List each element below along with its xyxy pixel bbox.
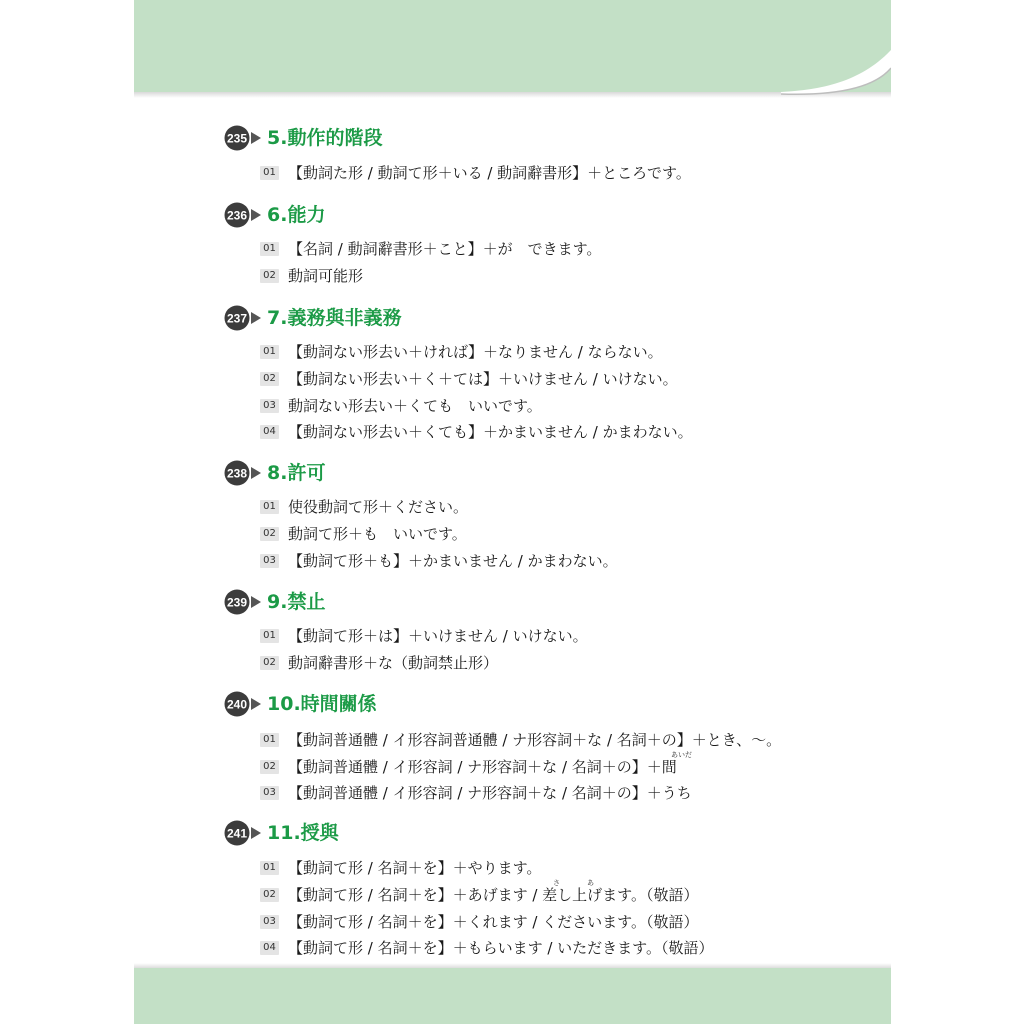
item-text: 動詞辭書形＋な（動詞禁止形） — [288, 654, 499, 672]
item-number: 02 — [260, 888, 279, 902]
list-item — [260, 857, 541, 879]
book-page — [134, 0, 891, 1024]
section-title: 5.動作的階段 — [267, 127, 383, 149]
section-title: 6.能力 — [267, 204, 326, 226]
item-number: 01 — [260, 733, 279, 747]
item-number: 01 — [260, 345, 279, 359]
list-item — [260, 884, 698, 906]
footer-shadow — [134, 963, 891, 968]
item-text: 【名詞 / 動詞辭書形＋こと】＋が できます。 — [288, 240, 602, 258]
furigana: あいだ — [671, 751, 692, 759]
list-item — [260, 421, 693, 443]
item-text: 【動詞ない形去い＋くても】＋かまいません / かまわない。 — [288, 423, 693, 441]
item-text: 動詞ない形去い＋くても いいです。 — [288, 397, 542, 415]
section-title: 11.授與 — [267, 822, 339, 844]
badge-number: 241 — [226, 826, 248, 841]
item-text: 使役動詞て形＋ください。 — [288, 498, 469, 516]
item-text: 動詞て形＋も いいです。 — [288, 525, 467, 543]
item-number: 01 — [260, 861, 279, 875]
section-badge — [224, 202, 262, 228]
item-text: 【動詞て形 / 名詞＋を】＋くれます / くださいます。（敬語） — [288, 913, 699, 931]
item-number: 03 — [260, 399, 279, 413]
list-item — [260, 782, 692, 804]
item-number: 02 — [260, 527, 279, 541]
furigana: さ — [553, 879, 560, 887]
header-shadow — [134, 92, 891, 98]
item-number: 02 — [260, 656, 279, 670]
section-badge — [224, 691, 262, 717]
badge-number: 239 — [226, 595, 248, 610]
badge-number: 237 — [226, 311, 248, 326]
list-item — [260, 238, 601, 260]
item-text: 【動詞た形 / 動詞て形＋いる / 動詞辭書形】＋ところです。 — [288, 164, 691, 182]
section-badge — [224, 589, 262, 615]
badge-number: 238 — [226, 466, 248, 481]
item-number: 01 — [260, 500, 279, 514]
page-curl-icon — [781, 48, 891, 100]
item-text: 【動詞て形＋は】＋いけません / いけない。 — [288, 627, 588, 645]
item-number: 01 — [260, 242, 279, 256]
list-item — [260, 341, 663, 363]
item-number: 02 — [260, 269, 279, 283]
list-item — [260, 756, 677, 778]
item-text: 【動詞普通體 / イ形容詞普通體 / ナ形容詞＋な / 名詞＋の】＋とき、～。 — [288, 731, 782, 749]
list-item — [260, 625, 588, 647]
top-header-band — [134, 0, 891, 92]
section-title: 8.許可 — [267, 462, 326, 484]
item-number: 02 — [260, 760, 279, 774]
item-number: 03 — [260, 554, 279, 568]
item-number: 01 — [260, 166, 279, 180]
list-item — [260, 550, 618, 572]
list-item — [260, 395, 542, 417]
item-text: 【動詞て形＋も】＋かまいません / かまわない。 — [288, 552, 618, 570]
badge-number: 235 — [226, 131, 248, 146]
bottom-footer-band — [134, 968, 891, 1024]
section-title: 7.義務與非義務 — [267, 307, 402, 329]
item-text: 【動詞ない形去い＋ければ】＋なりません / ならない。 — [288, 343, 663, 361]
list-item — [260, 523, 467, 545]
item-number: 04 — [260, 941, 279, 955]
section-badge — [224, 820, 262, 846]
item-text: 【動詞普通體 / イ形容詞 / ナ形容詞＋な / 名詞＋の】＋うち — [288, 784, 692, 802]
furigana: あ — [587, 879, 594, 887]
section-badge — [224, 460, 262, 486]
item-text: 【動詞て形 / 名詞＋を】＋あげます / 差し上げます。（敬語） — [288, 886, 699, 904]
list-item — [260, 368, 678, 390]
list-item — [260, 652, 498, 674]
section-title: 10.時間關係 — [267, 693, 377, 715]
section-badge — [224, 305, 262, 331]
item-text: 【動詞ない形去い＋く＋ては】＋いけません / いけない。 — [288, 370, 678, 388]
badge-number: 236 — [226, 208, 248, 223]
item-number: 02 — [260, 372, 279, 386]
item-number: 04 — [260, 425, 279, 439]
list-item — [260, 162, 691, 184]
item-text: 【動詞て形 / 名詞＋を】＋もらいます / いただきます。（敬語） — [288, 939, 714, 957]
list-item — [260, 911, 698, 933]
list-item — [260, 729, 781, 751]
item-text: 【動詞普通體 / イ形容詞 / ナ形容詞＋な / 名詞＋の】＋間 — [288, 758, 677, 776]
section-badge — [224, 125, 262, 151]
item-text: 【動詞て形 / 名詞＋を】＋やります。 — [288, 859, 542, 877]
item-number: 01 — [260, 629, 279, 643]
item-number: 03 — [260, 915, 279, 929]
item-number: 03 — [260, 786, 279, 800]
list-item — [260, 496, 468, 518]
list-item — [260, 265, 363, 287]
list-item — [260, 937, 713, 959]
item-text: 動詞可能形 — [288, 267, 364, 285]
section-title: 9.禁止 — [267, 591, 326, 613]
badge-number: 240 — [226, 697, 248, 712]
